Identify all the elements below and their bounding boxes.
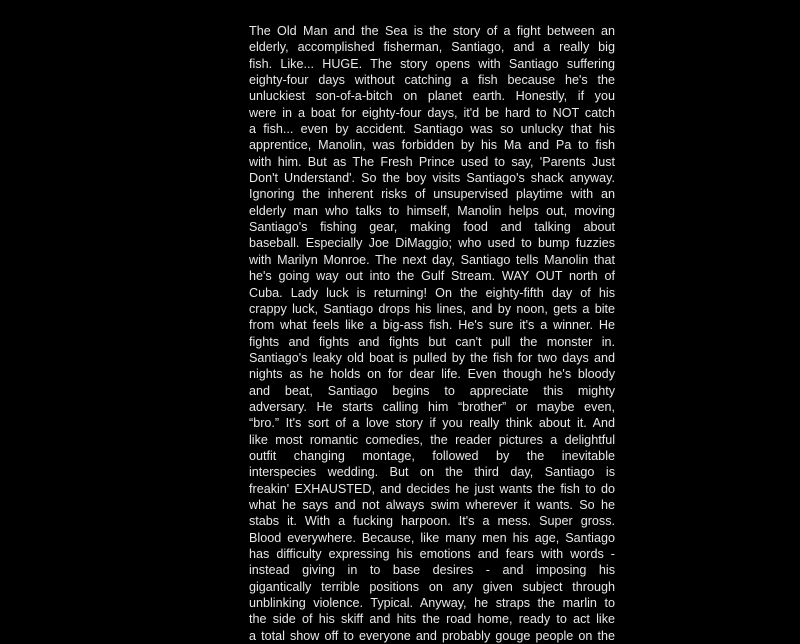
text-line: has difficulty expressing his emotions and fears with words - [249,547,615,561]
text-line: elderly man who talks to himself, Manolin helps out, moving [249,203,615,218]
text-line: fish. Like... HUGE. The story opens with Santiago suffering [249,56,615,71]
text-line: like most romantic comedies, the reader pictures a delightful [249,432,615,447]
text-line: freakin' EXHAUSTED, and decides he just wants the fish to do [249,481,615,496]
text-line: Santiago's fishing gear, making food and talking about [249,220,615,235]
text-line: and beat, Santiago begins to appreciate this mighty [249,383,615,398]
text-line: gigantically terrible positions on any given subject through [249,579,615,594]
text-line: nights as he holds on for dear life. Even though he's bloody [249,367,615,382]
text-line: adversary. He starts calling him “brother” or maybe even, [249,399,615,414]
text-line: with him. But as The Fresh Prince used to say, 'Parents Just [249,154,615,169]
text-line: instead giving in to base desires - and imposing his [249,563,615,578]
text-line: with Marilyn Monroe. The next day, Santiago tells Manolin that [249,252,615,267]
text-line: a total show off to everyone and probably gouge people on the [249,628,615,643]
text-line: interspecies wedding. But on the third day, Santiago is [249,465,615,480]
text-line: what he says and not always swim wherever it wants. So he [249,497,615,512]
text-line: outfit changing montage, followed by the inevitable [249,448,615,463]
text-line: baseball. Especially Joe DiMaggio; who used to bump fuzzies [249,236,615,251]
text-line: unluckiest son-of-a-bitch on planet earth. Honestly, if you [249,89,615,104]
text-line: Blood everywhere. Because, like many men his age, Santiago [249,530,615,545]
text-line: the side of his skiff and hits the road home, ready to act like [249,612,615,627]
text-line: he's going way out into the Gulf Stream. WAY OUT north of [249,269,615,284]
text-line: Cuba. Lady luck is returning! On the eighty-fifth day of his [249,285,615,300]
text-line: a fish... even by accident. Santiago was so unlucky that his [249,122,615,137]
text-line: elderly, accomplished fisherman, Santiago, and a really big [249,40,615,55]
text-line: fights and fights and fights but can't pull the monster in. [249,334,615,349]
text-line: Santiago's leaky old boat is pulled by the fish for two days and [249,350,615,365]
text-line: Don't Understand'. So the boy visits Santiago's shack anyway. [249,171,615,186]
text-line: were in a boat for eighty-four days, it'd be hard to NOT catch [249,105,615,120]
text-line: from what feels like a big-ass fish. He's sure it's a winner. He [249,318,615,333]
text-line: crappy luck, Santiago drops his lines, and by noon, gets a bite [249,301,615,316]
text-line: stabs it. With a fucking harpoon. It's a mess. Super gross. [249,514,615,529]
text-line: “bro.” It's sort of a love story if you really think about it. And [249,416,615,431]
body-text [249,23,615,644]
text-line: The Old Man and the Sea is the story of a fight between an [249,24,615,38]
text-line: apprentice, Manolin, was forbidden by his Ma and Pa to fish [249,138,615,153]
text-line: Ignoring the inherent risks of unsupervised playtime with an [249,187,615,202]
text-line: eighty-four days without catching a fish because he's the [249,73,615,88]
text-line: unblinking violence. Typical. Anyway, he straps the marlin to [249,596,615,611]
